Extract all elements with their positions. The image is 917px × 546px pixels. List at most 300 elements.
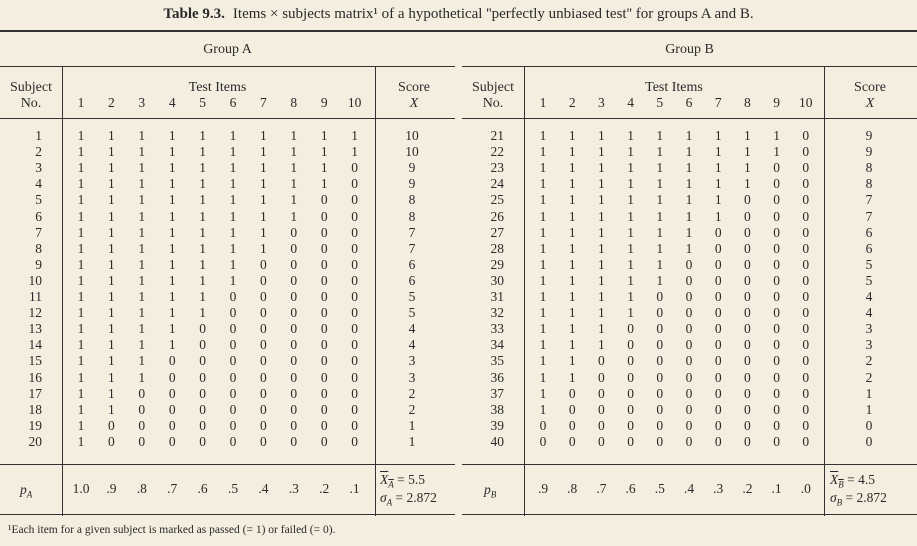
item-response: 0 [656, 289, 664, 304]
item-response: 1 [138, 192, 146, 208]
item-response: 1 [168, 160, 176, 176]
item-response: 0 [598, 417, 605, 433]
group-b-subject-header [466, 80, 520, 112]
item-response: 1 [260, 192, 267, 208]
item-response: 1 [199, 160, 206, 176]
item-number: 5 [199, 95, 206, 110]
item-response: 0 [351, 208, 358, 224]
item-response: 0 [773, 369, 780, 385]
item-response: 0 [773, 337, 780, 353]
item-response: 0 [229, 369, 237, 385]
item-response: 0 [802, 272, 810, 288]
item-response: 0 [598, 385, 605, 401]
item-response: 0 [351, 401, 358, 417]
item-p-value: .2 [742, 481, 753, 496]
item-response: 1 [199, 224, 206, 240]
item-response: 0 [168, 353, 176, 369]
item-response: 1 [108, 160, 115, 176]
item-response: 1 [77, 385, 85, 401]
subject-number: 34 [490, 337, 504, 353]
item-response: 0 [714, 272, 722, 288]
group-b-title: Group B [665, 42, 714, 57]
item-response: 1 [77, 160, 85, 176]
item-response: 1 [568, 144, 576, 160]
item-response: 0 [229, 385, 237, 401]
item-response: 1 [539, 160, 547, 176]
item-response: 1 [568, 224, 576, 240]
item-response: 1 [539, 128, 547, 143]
item-response: 1 [656, 256, 664, 272]
item-response: 0 [685, 353, 693, 369]
item-response: 1 [108, 401, 115, 417]
item-response: 1 [539, 305, 547, 321]
item-response: 0 [598, 401, 605, 417]
item-response: 1 [77, 224, 85, 240]
item-response: 1 [744, 160, 751, 176]
subject-number: 9 [35, 256, 42, 272]
item-response: 0 [290, 305, 298, 321]
item-response: 0 [685, 305, 693, 321]
item-response: 1 [685, 144, 693, 160]
item-response: 1 [229, 192, 237, 208]
item-p-value: .9 [106, 481, 117, 496]
item-response: 0 [802, 401, 810, 417]
item-response: 0 [199, 401, 206, 417]
item-response: 1 [714, 208, 722, 224]
item-response: 0 [773, 176, 780, 192]
item-response: 1 [656, 144, 664, 160]
group-a-p-rule [0, 464, 455, 465]
item-response: 0 [627, 353, 634, 369]
score-symbol: X [409, 96, 419, 111]
item-response: 0 [744, 256, 751, 272]
item-response: 1 [539, 256, 547, 272]
item-response: 0 [320, 401, 328, 417]
item-response: 0 [260, 353, 267, 369]
item-response: 1 [627, 176, 634, 192]
item-response: 1 [108, 369, 115, 385]
item-response: 1 [168, 321, 176, 337]
item-response: 0 [773, 417, 780, 433]
item-response: 0 [714, 240, 722, 256]
subject-score: 3 [408, 353, 416, 369]
subject-number: 32 [490, 305, 504, 321]
item-number: 8 [290, 95, 298, 110]
group-b-header-rule [462, 66, 917, 67]
subject-score: 3 [865, 337, 873, 353]
item-response: 0 [714, 337, 722, 353]
item-response: 1 [539, 224, 547, 240]
item-response: 1 [77, 256, 85, 272]
item-response: 1 [229, 224, 237, 240]
item-response: 1 [539, 289, 547, 304]
item-response: 1 [539, 272, 547, 288]
item-response: 0 [802, 417, 810, 433]
group-a-score-divider [375, 66, 376, 516]
subject-score: 6 [865, 240, 873, 256]
item-response: 0 [714, 353, 722, 369]
item-response: 0 [714, 289, 722, 304]
item-response: 0 [802, 160, 810, 176]
item-p-value: .1 [349, 481, 360, 496]
item-response: 0 [290, 321, 298, 337]
item-number: 2 [568, 95, 576, 110]
item-response: 0 [108, 417, 115, 433]
subject-score: 2 [865, 353, 873, 369]
subject-number: 30 [490, 272, 504, 288]
item-response: 1 [598, 272, 605, 288]
subject-number: 23 [490, 160, 504, 176]
subject-score: 1 [865, 401, 873, 417]
item-response: 0 [744, 417, 751, 433]
item-response: 1 [138, 369, 146, 385]
item-response: 0 [351, 272, 358, 288]
item-response: 0 [320, 224, 328, 240]
item-response: 0 [802, 224, 810, 240]
item-number: 10 [347, 95, 362, 110]
subject-score: 9 [408, 176, 416, 192]
subject-number: 5 [35, 192, 42, 208]
item-response: 0 [351, 337, 358, 353]
item-response: 0 [656, 321, 664, 337]
item-response: 0 [802, 256, 810, 272]
item-response: 0 [320, 305, 328, 321]
subject-score: 4 [865, 289, 873, 304]
item-response: 1 [598, 160, 605, 176]
item-response: 1 [229, 240, 237, 256]
item-response: 1 [539, 240, 547, 256]
item-response: 0 [773, 353, 780, 369]
item-response: 1 [77, 208, 85, 224]
item-response: 1 [568, 369, 576, 385]
subject-number: 8 [35, 240, 42, 256]
item-number: 8 [744, 95, 751, 110]
item-number: 6 [229, 95, 237, 110]
item-response: 1 [627, 240, 634, 256]
subject-number: 40 [490, 433, 504, 449]
item-response: 0 [714, 369, 722, 385]
item-response: 1 [568, 321, 576, 337]
item-response: 1 [539, 401, 547, 417]
item-response: 0 [802, 176, 810, 192]
item-response: 1 [773, 128, 780, 143]
item-response: 0 [351, 192, 358, 208]
item-response: 0 [351, 256, 358, 272]
item-response: 0 [773, 305, 780, 321]
item-response: 0 [260, 289, 267, 304]
item-response: 0 [685, 433, 693, 449]
item-number: 9 [773, 95, 780, 110]
item-response: 0 [351, 385, 358, 401]
item-response: 0 [290, 369, 298, 385]
item-response: 0 [802, 144, 810, 160]
item-response: 1 [77, 353, 85, 369]
subject-number: 22 [490, 144, 504, 160]
item-p-value: .7 [167, 481, 178, 496]
subject-number: 14 [28, 337, 42, 353]
item-number: 3 [138, 95, 146, 110]
item-response: 1 [568, 192, 576, 208]
item-response: 1 [320, 160, 328, 176]
item-response: 0 [168, 401, 176, 417]
item-response: 1 [229, 128, 237, 143]
group-b-p-label: $p_B$ [484, 482, 497, 500]
item-response: 0 [744, 192, 751, 208]
item-response: 1 [199, 208, 206, 224]
item-response: 1 [539, 353, 547, 369]
subject-number: 4 [35, 176, 42, 192]
subject-number: 31 [490, 289, 504, 304]
item-response: 0 [656, 433, 664, 449]
group-a-score-header [378, 80, 450, 112]
item-response: 1 [108, 192, 115, 208]
subject-score: 4 [408, 337, 416, 353]
item-response: 1 [714, 176, 722, 192]
subject-number: 27 [490, 224, 504, 240]
item-response: 1 [199, 256, 206, 272]
item-response: 1 [138, 144, 146, 160]
item-response: 1 [108, 305, 115, 321]
item-response: 1 [714, 128, 722, 143]
item-response: 0 [802, 433, 810, 449]
subject-number: 37 [490, 385, 504, 401]
number-label: No. [482, 96, 504, 111]
item-response: 0 [744, 321, 751, 337]
group-b-mean: $X_B = 4.5$ [830, 472, 875, 490]
group-a-test-items-header: Test Items [188, 80, 247, 95]
item-response: 0 [773, 272, 780, 288]
item-response: 1 [260, 224, 267, 240]
subject-number: 12 [28, 305, 42, 321]
group-a-subject-header [4, 80, 58, 112]
item-response: 1 [229, 176, 237, 192]
subject-score: 1 [408, 417, 416, 433]
subject-score: 3 [865, 321, 873, 337]
item-response: 1 [627, 256, 634, 272]
item-response: 1 [199, 128, 206, 143]
item-response: 0 [351, 176, 358, 192]
score-label: Score [854, 80, 886, 95]
table-title: Items × subjects matrix¹ of a hypothetical ''perfectly unbiased test'' for groups A and B. [232, 6, 754, 22]
item-response: 0 [290, 433, 298, 449]
group-a-subject-divider [62, 66, 63, 516]
item-response: 1 [351, 128, 358, 143]
item-number: 9 [320, 95, 328, 110]
item-response: 0 [320, 321, 328, 337]
item-response: 1 [168, 337, 176, 353]
item-response: 1 [108, 176, 115, 192]
item-response: 1 [539, 337, 547, 353]
subject-score: 2 [865, 369, 873, 385]
item-response: 1 [627, 272, 634, 288]
item-response: 1 [108, 272, 115, 288]
item-response: 0 [773, 208, 780, 224]
item-response: 0 [199, 369, 206, 385]
subject-score: 4 [408, 321, 416, 337]
item-response: 1 [627, 305, 634, 321]
item-response: 0 [568, 433, 576, 449]
item-response: 0 [744, 224, 751, 240]
item-response: 0 [744, 433, 751, 449]
item-response: 0 [802, 128, 810, 143]
item-response: 1 [320, 144, 328, 160]
item-response: 1 [685, 240, 693, 256]
item-response: 1 [539, 176, 547, 192]
item-p-value: .3 [713, 481, 724, 496]
item-response: 1 [108, 224, 115, 240]
item-response: 0 [656, 305, 664, 321]
item-number: 6 [685, 95, 693, 110]
item-response: 1 [138, 128, 146, 143]
subject-number: 18 [28, 401, 42, 417]
item-response: 0 [744, 369, 751, 385]
item-response: 0 [802, 240, 810, 256]
item-response: 0 [627, 337, 634, 353]
item-response: 0 [290, 385, 298, 401]
item-response: 1 [320, 128, 328, 143]
item-response: 0 [568, 401, 576, 417]
item-response: 1 [168, 240, 176, 256]
item-response: 1 [77, 128, 85, 143]
item-response: 0 [260, 433, 267, 449]
item-response: 1 [168, 256, 176, 272]
item-response: 1 [260, 128, 267, 143]
item-response: 0 [656, 337, 664, 353]
subject-number: 25 [490, 192, 504, 208]
item-response: 1 [656, 176, 664, 192]
item-response: 0 [773, 433, 780, 449]
item-response: 1 [598, 208, 605, 224]
item-response: 1 [108, 337, 115, 353]
item-response: 0 [656, 417, 664, 433]
item-response: 1 [598, 176, 605, 192]
item-response: 0 [260, 385, 267, 401]
item-response: 1 [539, 369, 547, 385]
item-response: 0 [685, 321, 693, 337]
item-response: 1 [77, 240, 85, 256]
item-response: 1 [290, 192, 298, 208]
item-response: 1 [627, 128, 634, 143]
item-response: 1 [539, 321, 547, 337]
subject-label: Subject [472, 80, 514, 95]
item-response: 0 [685, 289, 693, 304]
subject-score: 7 [408, 224, 416, 240]
item-response: 0 [138, 401, 146, 417]
item-number: 3 [598, 95, 605, 110]
item-response: 0 [802, 305, 810, 321]
item-response: 0 [685, 272, 693, 288]
subject-score: 9 [865, 128, 873, 143]
subject-number: 17 [28, 385, 42, 401]
item-response: 1 [656, 208, 664, 224]
item-response: 1 [168, 128, 176, 143]
item-response: 1 [656, 272, 664, 288]
item-p-value: .8 [567, 481, 578, 496]
group-b-column-header-rule [462, 118, 917, 119]
subject-score: 9 [408, 160, 416, 176]
item-response: 1 [290, 144, 298, 160]
item-response: 1 [598, 192, 605, 208]
item-response: 1 [568, 337, 576, 353]
group-a-header-rule [0, 66, 455, 67]
item-response: 1 [229, 208, 237, 224]
item-p-value: .0 [800, 481, 811, 496]
item-response: 1 [168, 176, 176, 192]
item-response: 0 [773, 256, 780, 272]
item-response: 0 [744, 401, 751, 417]
item-response: 0 [260, 305, 267, 321]
item-response: 1 [77, 176, 85, 192]
item-response: 1 [568, 353, 576, 369]
item-response: 1 [108, 128, 115, 143]
subject-score: 10 [405, 128, 419, 143]
item-response: 0 [229, 305, 237, 321]
item-response: 1 [539, 385, 547, 401]
group-a-column-header-rule [0, 118, 455, 119]
item-response: 1 [539, 208, 547, 224]
subject-score: 1 [865, 385, 873, 401]
subject-score: 0 [865, 417, 873, 433]
item-response: 1 [138, 256, 146, 272]
item-response: 0 [744, 208, 751, 224]
item-response: 1 [656, 128, 664, 143]
item-response: 0 [229, 417, 237, 433]
item-response: 1 [168, 305, 176, 321]
item-response: 0 [685, 369, 693, 385]
item-response: 0 [199, 337, 206, 353]
item-response: 1 [138, 337, 146, 353]
item-response: 0 [199, 417, 206, 433]
item-response: 1 [568, 128, 576, 143]
item-response: 0 [744, 305, 751, 321]
subject-score: 7 [865, 208, 873, 224]
item-response: 0 [260, 401, 267, 417]
number-label: No. [20, 96, 42, 111]
subject-score: 5 [865, 272, 873, 288]
subject-score: 10 [405, 144, 419, 160]
item-response: 0 [773, 160, 780, 176]
item-response: 1 [108, 256, 115, 272]
item-response: 1 [685, 208, 693, 224]
item-response: 0 [320, 433, 328, 449]
item-response: 0 [627, 433, 634, 449]
item-response: 0 [229, 401, 237, 417]
subject-number: 20 [28, 433, 42, 449]
item-response: 1 [744, 176, 751, 192]
item-response: 0 [229, 433, 237, 449]
item-p-value: .6 [197, 481, 208, 496]
item-response: 1 [290, 128, 298, 143]
subject-score: 3 [408, 369, 416, 385]
subject-score: 7 [408, 240, 416, 256]
item-response: 1 [138, 305, 146, 321]
group-b-score-divider [824, 66, 825, 516]
item-response: 0 [138, 433, 146, 449]
item-response: 0 [290, 289, 298, 304]
subject-score: 2 [408, 385, 416, 401]
item-response: 0 [744, 240, 751, 256]
item-response: 1 [568, 305, 576, 321]
item-response: 1 [77, 433, 85, 449]
item-response: 0 [744, 272, 751, 288]
subject-score: 9 [865, 144, 873, 160]
item-response: 1 [77, 192, 85, 208]
item-response: 1 [77, 289, 85, 304]
item-response: 1 [598, 240, 605, 256]
subject-number: 21 [490, 128, 504, 143]
item-response: 1 [290, 208, 298, 224]
subject-score: 5 [865, 256, 873, 272]
